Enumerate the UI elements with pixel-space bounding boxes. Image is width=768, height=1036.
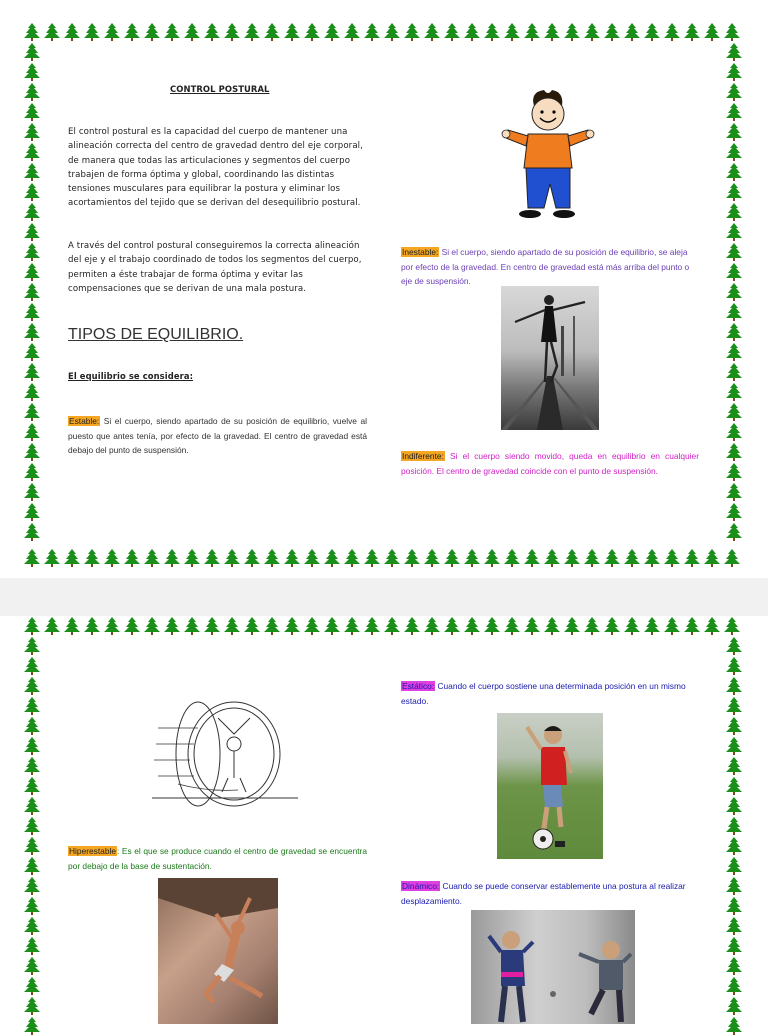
christmas-tree-icon — [724, 462, 744, 482]
christmas-tree-icon — [722, 548, 742, 568]
christmas-tree-icon — [724, 856, 744, 876]
christmas-tree-icon — [262, 548, 282, 568]
christmas-tree-icon — [582, 548, 602, 568]
boy-with-soccer-ball-photo — [497, 713, 603, 859]
christmas-tree-icon — [502, 548, 522, 568]
christmas-tree-icon — [362, 548, 382, 568]
christmas-tree-icon — [182, 22, 202, 42]
christmas-tree-icon — [22, 836, 42, 856]
christmas-tree-icon — [502, 22, 522, 42]
christmas-tree-icon — [724, 122, 744, 142]
dinamico-label: Dinámico: — [402, 881, 440, 891]
christmas-tree-icon — [622, 548, 642, 568]
tree-border-right — [724, 42, 744, 542]
christmas-tree-icon — [422, 616, 442, 636]
christmas-tree-icon — [402, 616, 422, 636]
subheading: El equilibrio se considera: — [68, 371, 194, 381]
christmas-tree-icon — [22, 636, 42, 656]
christmas-tree-icon — [724, 422, 744, 442]
page-title: CONTROL POSTURAL — [170, 84, 270, 94]
christmas-tree-icon — [122, 616, 142, 636]
christmas-tree-icon — [724, 162, 744, 182]
christmas-tree-icon — [724, 242, 744, 262]
christmas-tree-icon — [382, 22, 402, 42]
christmas-tree-icon — [582, 22, 602, 42]
christmas-tree-icon — [22, 896, 42, 916]
christmas-tree-icon — [662, 548, 682, 568]
christmas-tree-icon — [22, 122, 42, 142]
christmas-tree-icon — [724, 522, 744, 542]
christmas-tree-icon — [462, 22, 482, 42]
christmas-tree-icon — [724, 202, 744, 222]
tree-border-right — [724, 636, 744, 1036]
christmas-tree-icon — [562, 616, 582, 636]
tree-border-bottom — [22, 548, 742, 568]
christmas-tree-icon — [702, 548, 722, 568]
christmas-tree-icon — [724, 362, 744, 382]
christmas-tree-icon — [724, 756, 744, 776]
christmas-tree-icon — [22, 342, 42, 362]
christmas-tree-icon — [242, 548, 262, 568]
christmas-tree-icon — [582, 616, 602, 636]
christmas-tree-icon — [142, 22, 162, 42]
christmas-tree-icon — [724, 956, 744, 976]
christmas-tree-icon — [482, 548, 502, 568]
christmas-tree-icon — [262, 616, 282, 636]
cartoon-boy-image — [500, 88, 596, 224]
christmas-tree-icon — [22, 82, 42, 102]
christmas-tree-icon — [724, 222, 744, 242]
christmas-tree-icon — [382, 616, 402, 636]
christmas-tree-icon — [724, 282, 744, 302]
christmas-tree-icon — [402, 548, 422, 568]
christmas-tree-icon — [22, 776, 42, 796]
christmas-tree-icon — [22, 322, 42, 342]
christmas-tree-icon — [322, 548, 342, 568]
christmas-tree-icon — [222, 548, 242, 568]
christmas-tree-icon — [22, 302, 42, 322]
estatico-paragraph — [401, 679, 701, 708]
christmas-tree-icon — [442, 548, 462, 568]
christmas-tree-icon — [22, 522, 42, 542]
christmas-tree-icon — [22, 676, 42, 696]
christmas-tree-icon — [102, 22, 122, 42]
woman-balancing-on-rail-photo — [501, 286, 599, 430]
inestable-label: Inestable: — [402, 247, 439, 257]
christmas-tree-icon — [724, 42, 744, 62]
christmas-tree-icon — [22, 62, 42, 82]
christmas-tree-icon — [682, 22, 702, 42]
christmas-tree-icon — [42, 22, 62, 42]
tree-border-top — [22, 22, 742, 42]
document-page-2 — [0, 616, 768, 1024]
hiperestable-label: Hiperestable — [69, 846, 117, 856]
christmas-tree-icon — [22, 402, 42, 422]
second-paragraph: A través del control postural conseguiremos la correcta alineación del eje y el trabajo coordinado de todos los segmentos del cuerpo, permiten a éste trabajar de forma óptima y evitar las compensaciones que se derivan de una mala postura. — [68, 241, 362, 294]
christmas-tree-icon — [22, 142, 42, 162]
christmas-tree-icon — [22, 502, 42, 522]
estatico-text: Cuando el cuerpo sostiene una determinada posición en un mismo estado. — [401, 681, 686, 706]
christmas-tree-icon — [724, 402, 744, 422]
indiferente-text: Si el cuerpo siendo movido, queda en equilibrio en cualquier posición. El centro de gravedad coincide con el punto de suspensión. — [401, 451, 699, 476]
christmas-tree-icon — [22, 716, 42, 736]
christmas-tree-icon — [724, 836, 744, 856]
hiperestable-text: : Es el que se produce cuando el centro de gravedad se encuentra por debajo de la base de sustentación. — [68, 846, 367, 871]
christmas-tree-icon — [724, 716, 744, 736]
christmas-tree-icon — [724, 696, 744, 716]
christmas-tree-icon — [522, 22, 542, 42]
christmas-tree-icon — [724, 302, 744, 322]
christmas-tree-icon — [122, 22, 142, 42]
christmas-tree-icon — [622, 22, 642, 42]
christmas-tree-icon — [82, 616, 102, 636]
christmas-tree-icon — [724, 816, 744, 836]
christmas-tree-icon — [502, 616, 522, 636]
tree-border-left — [22, 636, 42, 1036]
christmas-tree-icon — [342, 22, 362, 42]
indiferente-paragraph — [401, 449, 699, 478]
christmas-tree-icon — [42, 616, 62, 636]
christmas-tree-icon — [442, 22, 462, 42]
christmas-tree-icon — [602, 548, 622, 568]
christmas-tree-icon — [142, 548, 162, 568]
christmas-tree-icon — [724, 482, 744, 502]
christmas-tree-icon — [62, 616, 82, 636]
indiferente-label: Indiferente: — [402, 451, 444, 461]
christmas-tree-icon — [724, 736, 744, 756]
christmas-tree-icon — [22, 1016, 42, 1036]
christmas-tree-icon — [22, 482, 42, 502]
christmas-tree-icon — [162, 22, 182, 42]
christmas-tree-icon — [22, 382, 42, 402]
christmas-tree-icon — [22, 42, 42, 62]
christmas-tree-icon — [282, 548, 302, 568]
christmas-tree-icon — [22, 462, 42, 482]
christmas-tree-icon — [724, 1016, 744, 1036]
christmas-tree-icon — [202, 548, 222, 568]
estable-text: Si el cuerpo, siendo apartado de su posición de equilibrio, vuelve al puesto que antes tenía, por efecto de la gravedad. El centro de gravedad está debajo del punto de suspensión. — [68, 416, 367, 455]
christmas-tree-icon — [22, 736, 42, 756]
christmas-tree-icon — [22, 796, 42, 816]
christmas-tree-icon — [282, 616, 302, 636]
christmas-tree-icon — [522, 548, 542, 568]
christmas-tree-icon — [542, 22, 562, 42]
christmas-tree-icon — [382, 548, 402, 568]
christmas-tree-icon — [22, 916, 42, 936]
christmas-tree-icon — [102, 548, 122, 568]
christmas-tree-icon — [22, 102, 42, 122]
christmas-tree-icon — [562, 22, 582, 42]
christmas-tree-icon — [22, 422, 42, 442]
christmas-tree-icon — [82, 22, 102, 42]
christmas-tree-icon — [724, 82, 744, 102]
christmas-tree-icon — [724, 262, 744, 282]
christmas-tree-icon — [22, 656, 42, 676]
christmas-tree-icon — [322, 22, 342, 42]
christmas-tree-icon — [602, 22, 622, 42]
christmas-tree-icon — [724, 996, 744, 1016]
christmas-tree-icon — [62, 22, 82, 42]
christmas-tree-icon — [724, 916, 744, 936]
christmas-tree-icon — [724, 896, 744, 916]
christmas-tree-icon — [724, 62, 744, 82]
christmas-tree-icon — [642, 548, 662, 568]
christmas-tree-icon — [222, 22, 242, 42]
christmas-tree-icon — [22, 222, 42, 242]
christmas-tree-icon — [462, 548, 482, 568]
christmas-tree-icon — [642, 616, 662, 636]
christmas-tree-icon — [222, 616, 242, 636]
christmas-tree-icon — [724, 796, 744, 816]
christmas-tree-icon — [602, 616, 622, 636]
christmas-tree-icon — [702, 616, 722, 636]
intro-paragraph: El control postural es la capacidad del cuerpo de mantener una alineación correcta del centro de gravedad dentro del eje corporal, de manera que todas las articulaciones y segmentos del cuerpo trabajen de forma óptima y global, coordinando las distintas tensiones musculares para equilibrar la postura y eliminar los acortamientos del tejido que se derivan del desequilibrio postural. — [68, 127, 364, 209]
christmas-tree-icon — [422, 548, 442, 568]
christmas-tree-icon — [102, 616, 122, 636]
christmas-tree-icon — [22, 202, 42, 222]
christmas-tree-icon — [724, 182, 744, 202]
christmas-tree-icon — [342, 548, 362, 568]
christmas-tree-icon — [662, 616, 682, 636]
christmas-tree-icon — [724, 776, 744, 796]
christmas-tree-icon — [22, 876, 42, 896]
christmas-tree-icon — [724, 502, 744, 522]
christmas-tree-icon — [542, 548, 562, 568]
kids-playing-photo — [471, 910, 635, 1024]
tree-border-left — [22, 42, 42, 542]
christmas-tree-icon — [22, 816, 42, 836]
christmas-tree-icon — [22, 856, 42, 876]
christmas-tree-icon — [662, 22, 682, 42]
christmas-tree-icon — [22, 282, 42, 302]
christmas-tree-icon — [22, 242, 42, 262]
estable-label: Estable: — [69, 416, 100, 426]
wheel-gymnast-sketch — [138, 688, 310, 808]
inestable-paragraph — [401, 245, 701, 289]
christmas-tree-icon — [22, 22, 42, 42]
estable-paragraph — [68, 414, 367, 458]
christmas-tree-icon — [442, 616, 462, 636]
christmas-tree-icon — [62, 548, 82, 568]
christmas-tree-icon — [462, 616, 482, 636]
section-heading: TIPOS DE EQUILIBRIO. — [68, 326, 244, 343]
christmas-tree-icon — [82, 548, 102, 568]
christmas-tree-icon — [162, 616, 182, 636]
christmas-tree-icon — [22, 262, 42, 282]
christmas-tree-icon — [724, 322, 744, 342]
christmas-tree-icon — [724, 656, 744, 676]
christmas-tree-icon — [182, 616, 202, 636]
christmas-tree-icon — [724, 976, 744, 996]
christmas-tree-icon — [562, 548, 582, 568]
christmas-tree-icon — [22, 362, 42, 382]
christmas-tree-icon — [22, 696, 42, 716]
christmas-tree-icon — [202, 616, 222, 636]
christmas-tree-icon — [342, 616, 362, 636]
christmas-tree-icon — [724, 102, 744, 122]
christmas-tree-icon — [42, 548, 62, 568]
christmas-tree-icon — [22, 162, 42, 182]
christmas-tree-icon — [302, 22, 322, 42]
christmas-tree-icon — [362, 616, 382, 636]
christmas-tree-icon — [22, 548, 42, 568]
christmas-tree-icon — [302, 548, 322, 568]
christmas-tree-icon — [724, 382, 744, 402]
christmas-tree-icon — [642, 22, 662, 42]
christmas-tree-icon — [142, 616, 162, 636]
christmas-tree-icon — [422, 22, 442, 42]
inestable-text: Si el cuerpo, siendo apartado de su posición de equilibrio, se aleja por efecto de la gravedad. En centro de gravedad está más arriba del punto o eje de suspensión. — [401, 247, 690, 286]
christmas-tree-icon — [724, 936, 744, 956]
christmas-tree-icon — [122, 548, 142, 568]
christmas-tree-icon — [682, 616, 702, 636]
christmas-tree-icon — [282, 22, 302, 42]
dinamico-text: Cuando se puede conservar establemente una postura al realizar desplazamiento. — [401, 881, 686, 906]
tree-border-top — [22, 616, 742, 636]
christmas-tree-icon — [22, 976, 42, 996]
christmas-tree-icon — [722, 616, 742, 636]
christmas-tree-icon — [362, 22, 382, 42]
christmas-tree-icon — [724, 342, 744, 362]
christmas-tree-icon — [402, 22, 422, 42]
hiperestable-paragraph — [68, 844, 367, 873]
christmas-tree-icon — [724, 636, 744, 656]
christmas-tree-icon — [724, 676, 744, 696]
christmas-tree-icon — [162, 548, 182, 568]
page-gap — [0, 578, 768, 616]
rock-climber-photo — [158, 878, 278, 1024]
christmas-tree-icon — [242, 616, 262, 636]
christmas-tree-icon — [22, 442, 42, 462]
christmas-tree-icon — [724, 142, 744, 162]
christmas-tree-icon — [542, 616, 562, 636]
christmas-tree-icon — [22, 956, 42, 976]
christmas-tree-icon — [22, 756, 42, 776]
christmas-tree-icon — [202, 22, 222, 42]
estatico-label: Estático: — [402, 681, 435, 691]
christmas-tree-icon — [622, 616, 642, 636]
christmas-tree-icon — [724, 876, 744, 896]
christmas-tree-icon — [22, 936, 42, 956]
christmas-tree-icon — [262, 22, 282, 42]
christmas-tree-icon — [522, 616, 542, 636]
dinamico-paragraph — [401, 879, 701, 908]
christmas-tree-icon — [724, 442, 744, 462]
christmas-tree-icon — [22, 182, 42, 202]
christmas-tree-icon — [682, 548, 702, 568]
christmas-tree-icon — [302, 616, 322, 636]
christmas-tree-icon — [22, 616, 42, 636]
christmas-tree-icon — [182, 548, 202, 568]
christmas-tree-icon — [482, 616, 502, 636]
christmas-tree-icon — [722, 22, 742, 42]
christmas-tree-icon — [702, 22, 722, 42]
christmas-tree-icon — [22, 996, 42, 1016]
christmas-tree-icon — [322, 616, 342, 636]
christmas-tree-icon — [242, 22, 262, 42]
christmas-tree-icon — [482, 22, 502, 42]
